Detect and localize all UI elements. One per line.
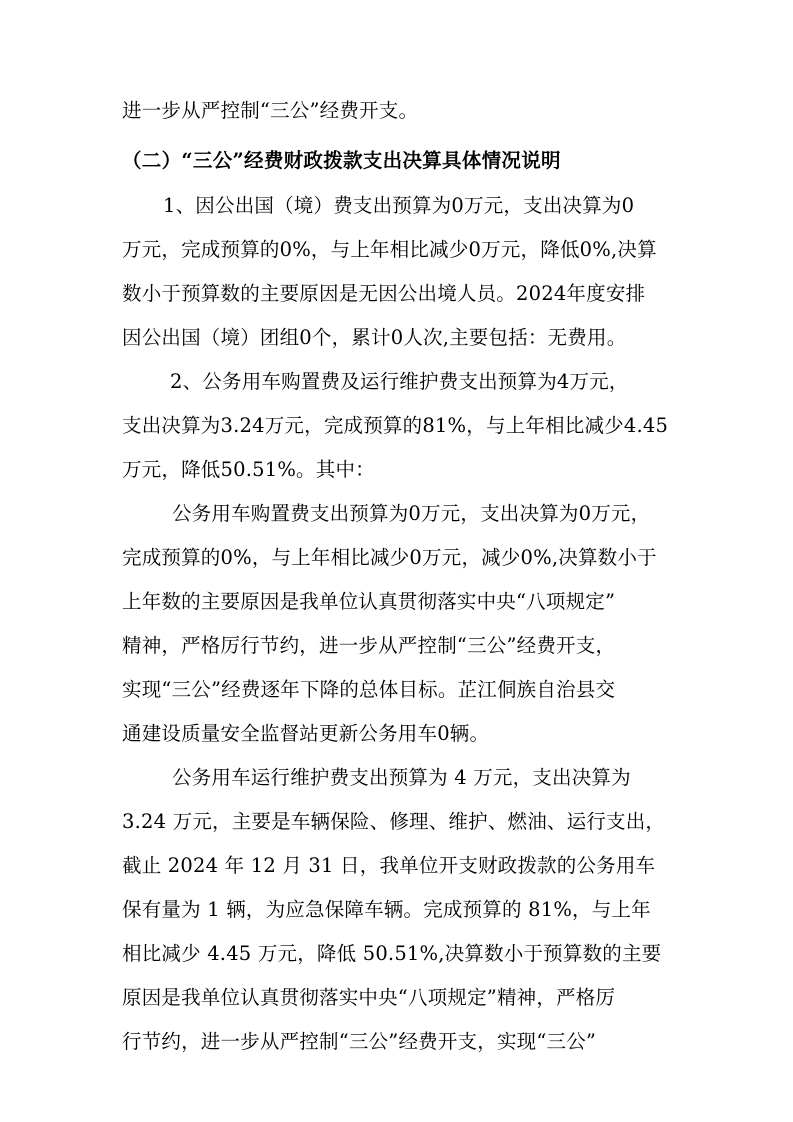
text-line: 3.24 万元，主要是车辆保险、修理、维护、燃油、运行支出， bbox=[122, 810, 666, 833]
text-line: 实现“三公”经费逐年下降的总体目标。芷江侗族自治县交 bbox=[122, 678, 616, 701]
text-line: 精神，严格厉行节约，进一步从严控制“三公”经费开支， bbox=[122, 634, 616, 657]
text-line: 完成预算的0%，与上年相比减少0万元，减少0%,决算数小于 bbox=[122, 546, 657, 569]
text-line: 1、因公出国（境）费支出预算为0万元，支出决算为0 bbox=[163, 194, 635, 217]
text-line: 进一步从严控制“三公”经费开支。 bbox=[122, 99, 419, 122]
text-line: 公务用车购置费支出预算为0万元，支出决算为0万元， bbox=[172, 502, 651, 525]
text-line: 万元，完成预算的0%，与上年相比减少0万元，降低0%,决算 bbox=[122, 238, 657, 261]
section-heading: （二）“三公”经费财政拨款支出决算具体情况说明 bbox=[122, 149, 561, 172]
text-line: 数小于预算数的主要原因是无因公出境人员。2024年度安排 bbox=[122, 282, 646, 305]
text-line: 保有量为 1 辆，为应急保障车辆。完成预算的 81%，与上年 bbox=[122, 898, 651, 921]
text-line: 2、公务用车购置费及运行维护费支出预算为4万元， bbox=[170, 370, 629, 393]
text-line: 万元，降低50.51%。其中： bbox=[122, 458, 375, 481]
text-line: 因公出国（境）团组0个，累计0人次,主要包括：无费用。 bbox=[122, 326, 627, 349]
text-line: 通建设质量安全监督站更新公务用车0辆。 bbox=[122, 722, 490, 745]
text-line: 公务用车运行维护费支出预算为 4 万元，支出决算为 bbox=[172, 766, 631, 789]
text-line: 上年数的主要原因是我单位认真贯彻落实中央“八项规定” bbox=[122, 590, 616, 613]
text-line: 原因是我单位认真贯彻落实中央“八项规定”精神，严格厉 bbox=[122, 986, 616, 1009]
text-line: 相比减少 4.45 万元，降低 50.51%,决算数小于预算数的主要 bbox=[122, 942, 662, 965]
text-line: 行节约，进一步从严控制“三公”经费开支，实现“三公” bbox=[122, 1030, 597, 1053]
text-line: 支出决算为3.24万元，完成预算的81%，与上年相比减少4.45 bbox=[122, 414, 669, 437]
text-line: 截止 2024 年 12 月 31 日，我单位开支财政拨款的公务用车 bbox=[122, 854, 656, 877]
